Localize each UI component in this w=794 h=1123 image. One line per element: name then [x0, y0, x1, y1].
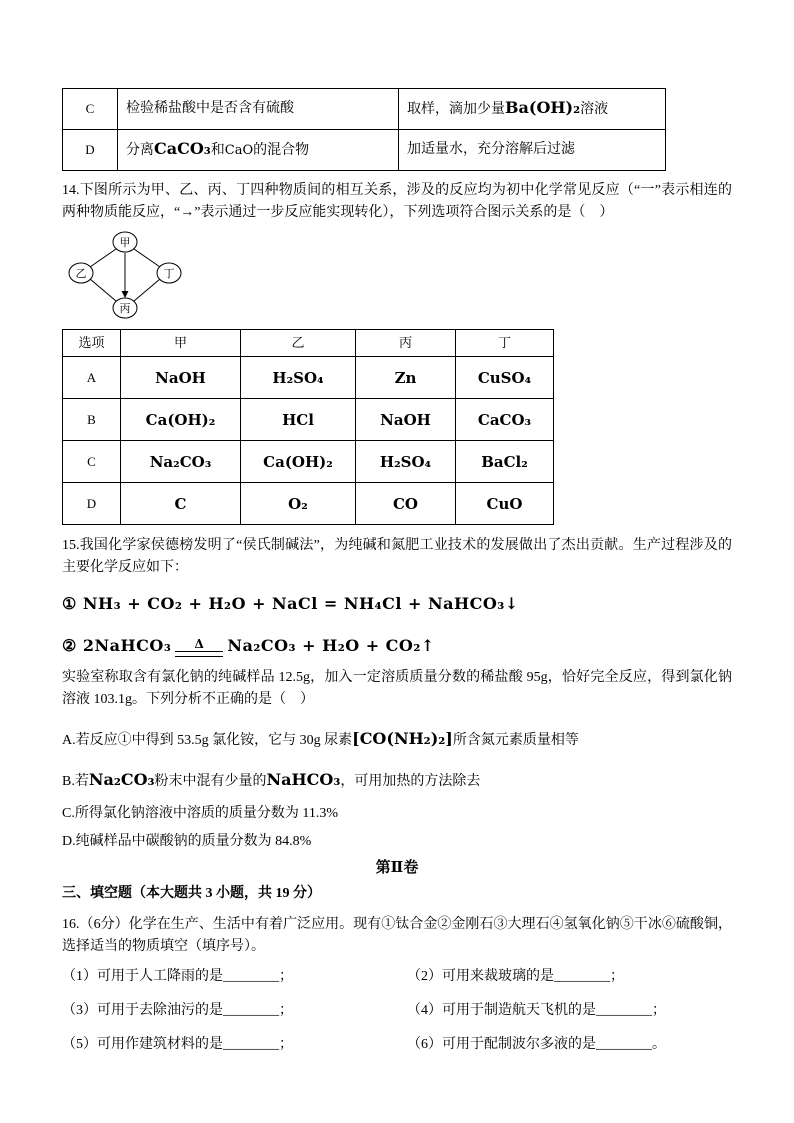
blank-item-4: （4）可用于制造航天飞机的是________； [407, 1003, 666, 1018]
chemical-formula: HCl [241, 399, 356, 441]
chemical-formula: Ca(OH)₂ [121, 399, 241, 441]
chemical-formula: NaHCO₃ [266, 770, 341, 789]
table-row-c [63, 441, 554, 483]
chemical-formula: C [121, 483, 241, 525]
delta-symbol: Δ [194, 637, 205, 651]
chemical-formula: CO [356, 483, 456, 525]
experiment-operation-cell [399, 130, 666, 171]
equation-left: ② 2NaHCO₃ [62, 636, 172, 655]
chemical-formula: Zn [356, 357, 456, 399]
question-15-body: 实验室称取含有氯化钠的纯碱样品 12.5g，加入一定溶质质量分数的稀盐酸 95g，恰好完全反应，得到氯化钠溶液 103.1g。下列分析不正确的是（ ） [62, 670, 732, 707]
urea-formula: [CO(NH₂)₂] [352, 729, 453, 748]
row-label-text: C [85, 101, 95, 116]
question-14-options-table [62, 329, 554, 525]
table-header-row [63, 330, 554, 357]
node-yi-label: 乙 [75, 268, 87, 280]
goal-text: 的混合物 [253, 143, 310, 158]
row-label-text: D [85, 142, 95, 157]
node-ding-label: 丁 [163, 268, 175, 280]
operation-text: 取样，滴加少量 [407, 102, 505, 117]
equation-right: Na₂CO₃ + H₂O + CO₂↑ [227, 636, 435, 655]
goal-text: 分离 [126, 143, 154, 158]
option-a [62, 724, 732, 756]
blank-item-6: （6）可用于配制波尔多液的是________。 [407, 1037, 666, 1052]
chemical-equation-2 [62, 635, 732, 657]
goal-text: 和 [210, 143, 225, 158]
experiment-operation-cell [399, 89, 666, 130]
chemical-formula: H₂SO₄ [356, 441, 456, 483]
question-14-text: 14.下图所示为甲、乙、丙、丁四种物质间的相互关系，涉及的反应均为初中化学常见反应（“一”表示相连的两种物质能反应，“→”表示通过一步反应能实现转化），下列选项符合图示关系的是（ ） [62, 183, 732, 220]
experiment-goal-text: 检验稀盐酸中是否含有硫酸 [126, 101, 294, 116]
relationship-diagram [64, 229, 732, 323]
row-label [63, 89, 118, 130]
header-cell: 丙 [356, 330, 456, 357]
chemical-formula: NaOH [121, 357, 241, 399]
double-line-equals-icon [175, 651, 223, 657]
chemical-formula: CuO [456, 483, 554, 525]
blank-item-5: （5）可用作建筑材料的是________； [62, 1037, 293, 1052]
chemical-formula: CaO [224, 143, 254, 158]
option-a-text: A.若反应①中得到 53.5g 氯化铵，它与 30g 尿素 [62, 733, 353, 748]
blank-item-1: （1）可用于人工降雨的是________； [62, 969, 293, 984]
table-row-b [63, 399, 554, 441]
option-a-text: 所含氮元素质量相等 [452, 733, 579, 748]
row-label [63, 130, 118, 171]
section-3-heading: 三、填空题（本大题共 3 小题，共 19 分） [62, 886, 321, 901]
section-2-title: 第Ⅱ卷 [375, 860, 419, 876]
edge-jia-ding [134, 249, 160, 267]
experiment-methods-table [62, 88, 666, 171]
chemical-formula: H₂SO₄ [241, 357, 356, 399]
option-b-text: B.若 [62, 774, 89, 789]
blank-item-3: （3）可用于去除油污的是________； [62, 1003, 293, 1018]
option-label: C [63, 441, 121, 483]
question-16-text: 16.（6分）化学在生产、生活中有着广泛应用。现有①钛合金②金刚石③大理石④氢氧化钠⑤干冰⑥硫酸铜，选择适当的物质填空（填序号）。 [62, 917, 732, 954]
option-label: B [63, 399, 121, 441]
option-d: D.纯碱样品中碳酸钠的质量分数为 84.8% [62, 834, 312, 849]
option-b [62, 769, 732, 793]
question-15-text: 15.我国化学家侯德榜发明了“侯氏制碱法”，为纯碱和氮肥工业技术的发展做出了杰出贡献。生产过程涉及的主要化学反应如下： [62, 538, 732, 575]
table-row-c [63, 89, 666, 130]
chemical-formula: Ca(OH)₂ [241, 441, 356, 483]
blank-item-2: （2）可用来裁玻璃的是________； [407, 969, 624, 984]
operation-text: 溶液 [580, 102, 609, 117]
node-bing-label: 丙 [119, 303, 131, 315]
option-label: A [63, 357, 121, 399]
operation-text: 加适量水，充分溶解后过滤 [407, 142, 575, 157]
fill-in-blanks-list [62, 964, 732, 1058]
chemical-formula: Na₂CO₃ [88, 770, 155, 789]
edge-yi-bing [90, 279, 116, 301]
header-cell: 甲 [121, 330, 241, 357]
experiment-goal-cell [118, 89, 399, 130]
table-row-d [63, 483, 554, 525]
edge-jia-yi [90, 249, 116, 267]
option-label: D [63, 483, 121, 525]
option-c: C.所得氯化钠溶液中溶质的质量分数为 11.3% [62, 806, 338, 821]
chemical-formula: CaCO₃ [456, 399, 554, 441]
table-row-d [63, 130, 666, 171]
node-jia-label: 甲 [119, 237, 131, 249]
chemical-formula: CaCO₃ [154, 139, 211, 158]
experiment-goal-cell [118, 130, 399, 171]
option-b-text: ，可用加热的方法除去 [340, 774, 481, 789]
edge-ding-bing [134, 279, 160, 301]
chemical-formula: BaCl₂ [456, 441, 554, 483]
option-b-text: 粉末中混有少量的 [154, 774, 267, 789]
chemical-formula: Na₂CO₃ [121, 441, 241, 483]
chemical-formula: NaOH [356, 399, 456, 441]
header-cell: 乙 [241, 330, 356, 357]
chemical-formula: CuSO₄ [456, 357, 554, 399]
chemical-formula: Ba(OH)₂ [505, 98, 581, 117]
header-cell: 选项 [63, 330, 121, 357]
chemical-formula: O₂ [241, 483, 356, 525]
arrowhead-icon [122, 291, 129, 298]
table-row-a [63, 357, 554, 399]
chemical-equation-1: ① NH₃ + CO₂ + H₂O + NaCl = NH₄Cl + NaHCO₃↓ [62, 594, 519, 613]
heating-condition [175, 639, 223, 657]
header-cell: 丁 [456, 330, 554, 357]
relationship-diagram-svg [64, 229, 196, 323]
